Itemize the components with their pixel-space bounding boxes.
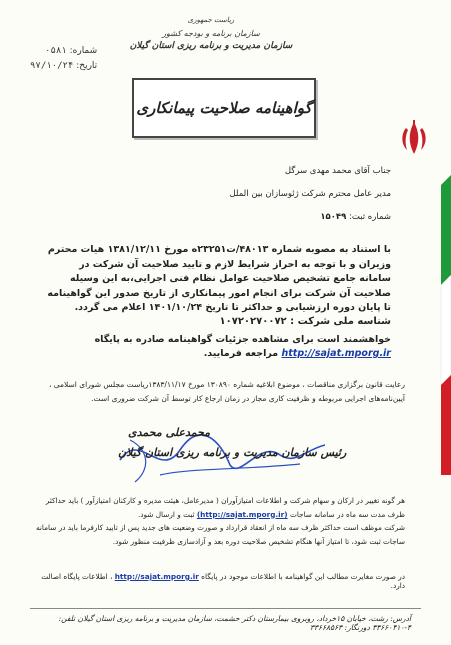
footnote-3-end: ، اطلاعات پایگاه اصالت دارد. xyxy=(41,572,405,590)
iran-emblem-icon xyxy=(397,118,431,158)
footnote-3 xyxy=(36,572,405,590)
registration-number xyxy=(71,206,391,229)
certificate-title-box xyxy=(132,78,316,138)
addressee-name: جناب آقای محمد مهدی سرگل xyxy=(284,166,391,176)
organization-header xyxy=(111,14,311,53)
certificate-title: گواهینامه صلاحیت پیمانکاری xyxy=(136,99,312,117)
registration-value: ۱۵۰۴۹ xyxy=(320,212,347,222)
footer-address: آدرس: رشت، خیابان ۱۵خرداد، روبروی بیمارستان دکتر حشمت، سازمان مدیریت و برنامه ریزی استان گیلان تلفن: ۴-۳۳۶۶۰۴۱۰ دورنگار: ۳۳۶۶۸۵۶۳ xyxy=(58,614,411,632)
org-line-2: سازمان برنامه و بودجه کشور xyxy=(162,29,260,38)
letter-number-value: ۰۵۸۱ xyxy=(45,46,67,56)
sajat-link[interactable]: http://sajat.mporg.ir xyxy=(281,348,391,359)
national-id-value: ۱۰۷۲۰۲۷۰۰۷۲ xyxy=(219,316,287,327)
footnote-2: شرکت موظف است حداکثر ظرف سه ماه از انعقاد قرارداد و صورت وضعیت های جدید پس از تایید کارفرما باید در سامانه ساجات ثبت شود، تا امتیاز آنها هنگام تشخیص صلاحیت دوره بعد و آزادسازی ظرفیت منظور شود. xyxy=(35,523,405,546)
footnotes xyxy=(36,494,405,548)
footnote-3-text: در صورت مغایرت مطالب این گواهینامه با اطلاعات موجود در پایگاه xyxy=(201,572,405,581)
flag-ribbon xyxy=(435,175,451,475)
link-suffix: مراجعه فرمایید. xyxy=(203,348,279,359)
footnote-1 xyxy=(36,494,405,521)
addressee-block xyxy=(71,160,391,229)
letter-date-label: تاریخ: xyxy=(76,61,98,71)
letter-date-value: ۹۷/۱۰/۲۴ xyxy=(30,61,74,71)
letter-number-label: شماره: xyxy=(69,46,98,56)
signatory-title: رئیس سازمان مدیریت و برنامه ریزی استان گیلان xyxy=(118,446,347,459)
org-line-3: سازمان مدیریت و برنامه ریزی استان گیلان xyxy=(129,41,293,51)
footer-divider xyxy=(30,608,421,609)
org-line-1: ریاست جمهوری xyxy=(187,16,235,24)
national-id-label: شناسه ملی شرکت : xyxy=(290,316,391,327)
letter-number xyxy=(30,44,97,59)
registration-label: شماره ثبت: xyxy=(348,212,391,222)
letter-date xyxy=(30,59,97,74)
footnote-1-text: هر گونه تغییر در ارکان و سهام شرکت و اطلاعات امتیازآوران ( مدیرعامل، هیئت مدیره و کارکنان امتیازآور ) باید حداکثر ظرف مدت سه ماه در سامانه ساجات xyxy=(45,496,405,519)
view-link-line xyxy=(204,348,391,359)
letter-meta xyxy=(30,44,97,74)
footnote-3-link[interactable]: http://sajat.mporg.ir xyxy=(114,572,199,581)
certificate-body: با استناد به مصوبه شماره ۴۸۰۱۳/ت۲۳۲۵۱ه مورخ ۱۳۸۱/۱۲/۱۱ هیات محترم وزیران و با توجه به احراز شرایط لازم و تایید صلاحیت آن شرکت در سامانه جامع تشخیص صلاحیت عوامل نظام فنی اجرایی،به این وسیله صلاحیت آن شرکت برای انجام امور پیمانکاری از تاریخ صدور این گواهینامه تا پایان دوره ارزشیابی و حداکثر تا تاریخ ۱۴۰۱/۱۰/۲۴ اعلام می گردد. xyxy=(47,244,391,313)
national-id xyxy=(220,316,391,327)
addressee-position: مدیر عامل محترم شرکت ژئوسازان بین الملل xyxy=(229,189,391,199)
view-details-text: خواهشمند است برای مشاهده جزئیات گواهینامه صادره به پایگاه xyxy=(94,334,391,345)
footnote-1-end: ثبت و ارسال شود. xyxy=(137,509,195,519)
legal-notice: رعایت قانون برگزاری مناقصات ، موضوع ابلاغیه شماره ۱۳۰۸۹۰ مورخ ۱۳۸۳/۱۱/۱۷ریاست مجلس شورای اسلامی ، آیین‌نامه‌های اجرایی مربوطه و ظرفیت کاری مجاز در زمان ارجاع کار توسط آن شرکت ضروری است. xyxy=(48,380,405,403)
signatory-name: محمدعلی محمدی xyxy=(128,426,211,439)
footnote-1-link[interactable]: (http://sajat.mporg.ir) xyxy=(196,509,288,519)
